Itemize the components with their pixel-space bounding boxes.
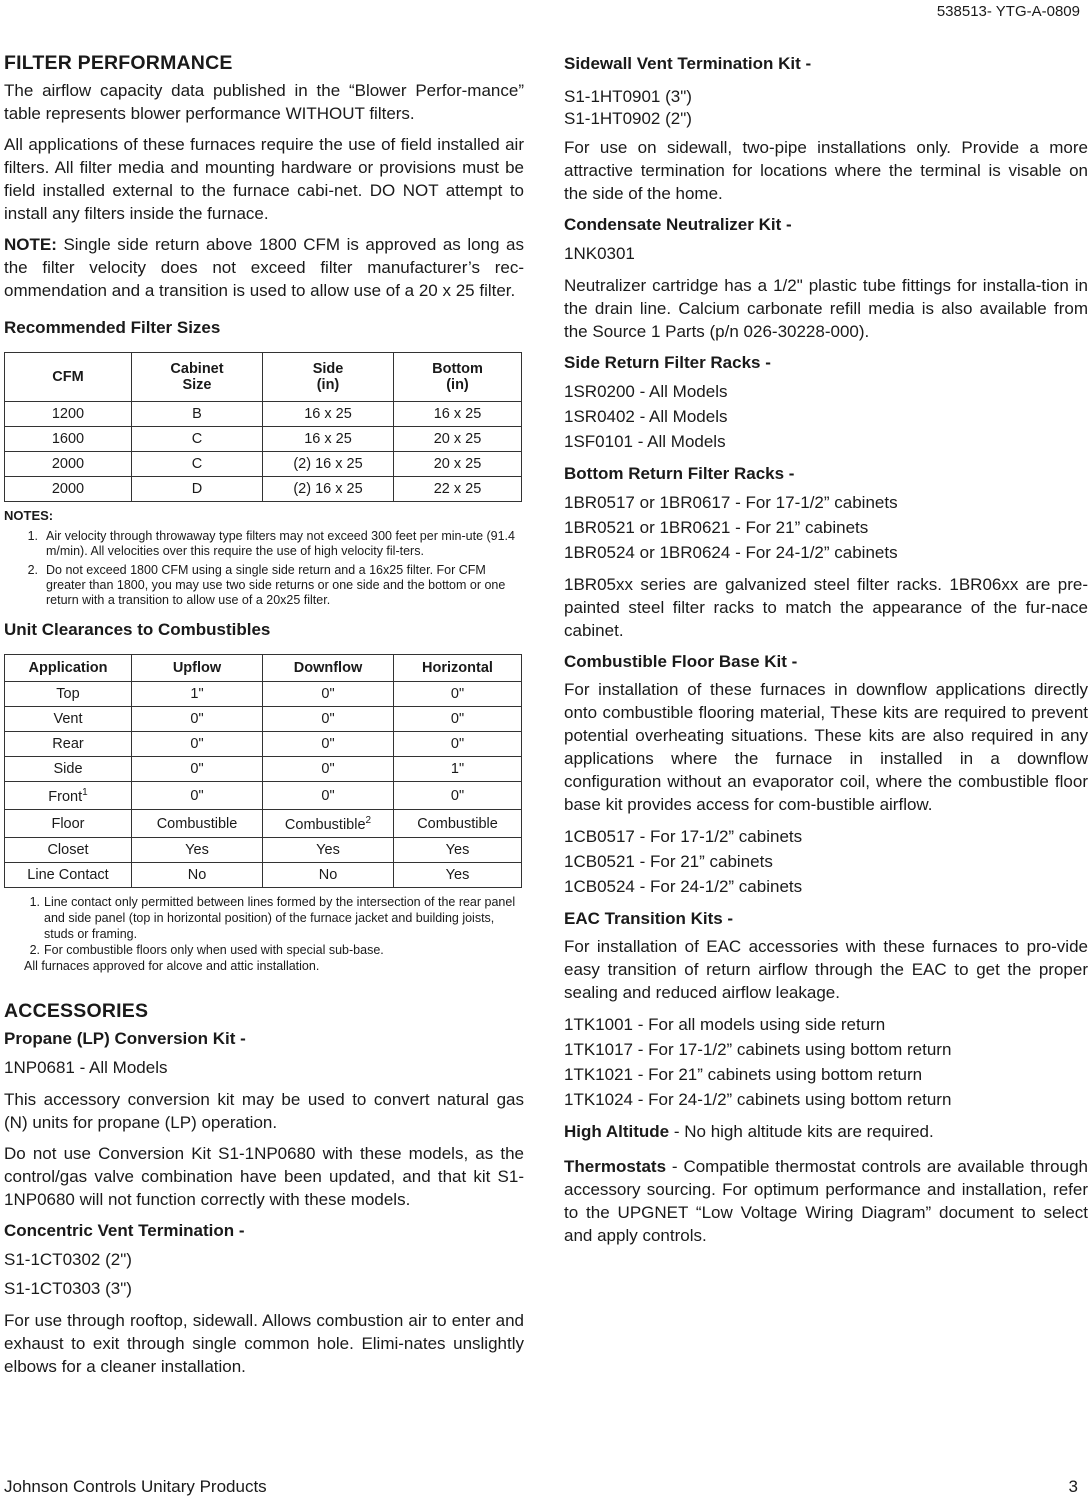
side-return-parts: 1SR0200 - All Models 1SR0402 - All Models 1SF0101 - All Models — [564, 382, 728, 451]
col-application: Application — [5, 655, 132, 682]
cell-cabinet: C — [132, 452, 263, 477]
cell-side: 16 x 25 — [263, 402, 394, 427]
filter-performance-para1: The airflow capacity data published in the “Blower Perfor-mance” table represents blower performance WITHOUT filters. — [4, 81, 524, 123]
cell-upflow: 0" — [132, 757, 263, 782]
propane-part: 1NP0681 - All Models — [4, 1058, 168, 1077]
col-downflow: Downflow — [263, 655, 394, 682]
concentric-para: For use through rooftop, sidewall. Allows combustion air to enter and exhaust to exit through single common hole. Elimi-nates unslightly elbows for a cleaner installation. — [4, 1311, 524, 1376]
propane-para2: Do not use Conversion Kit S1-1NP0680 with these models, as the control/gas valve combination have been updated, and that kit S1-1NP0680 will not function correctly with these models. — [4, 1144, 524, 1209]
eac-para: For installation of EAC accessories with these furnaces to pro-vide easy transition of return airflow through the EAC to get the proper sealing and reduced airflow leakage. — [564, 937, 1088, 1002]
cell-upflow: 0" — [132, 707, 263, 732]
col-cfm: CFM — [5, 353, 132, 402]
neutralizer-title: Condensate Neutralizer Kit - — [564, 215, 792, 234]
cell-downflow: 0" — [263, 732, 394, 757]
sidewall-title: Sidewall Vent Termination Kit - — [564, 54, 812, 73]
cell-downflow: 0" — [263, 682, 394, 707]
floor-base-title: Combustible Floor Base Kit - — [564, 652, 798, 671]
cell-application: Vent — [5, 707, 132, 732]
table-row — [5, 427, 522, 452]
bottom-return-title: Bottom Return Filter Racks - — [564, 464, 795, 483]
col-horizontal: Horizontal — [394, 655, 522, 682]
filter-notes-title: NOTES: — [4, 508, 54, 523]
cell-application: Top — [5, 682, 132, 707]
footer-page-number: 3 — [1068, 1477, 1078, 1496]
cell-bottom: 22 x 25 — [394, 477, 522, 502]
propane-title: Propane (LP) Conversion Kit - — [4, 1029, 246, 1048]
filter-note-label: NOTE: — [4, 235, 57, 254]
floor-base-parts: 1CB0517 - For 17-1/2” cabinets 1CB0521 - For 21” cabinets 1CB0524 - For 24-1/2” cabinets — [564, 827, 803, 896]
col-side: Side (in) — [263, 353, 394, 402]
cell-cabinet: C — [132, 427, 263, 452]
col-bottom: Bottom (in) — [394, 353, 522, 402]
cell-horizontal: 0" — [394, 782, 522, 810]
sidewall-para: For use on sidewall, two-pipe installations only. Provide a more attractive termination for locations where the terminal is visable on the side of the home. — [564, 138, 1088, 203]
cell-downflow: 0" — [263, 707, 394, 732]
cell-application: Line Contact — [5, 863, 132, 888]
cell-horizontal: Yes — [394, 838, 522, 863]
cell-upflow: Yes — [132, 838, 263, 863]
cell-application: Side — [5, 757, 132, 782]
cell-cabinet: B — [132, 402, 263, 427]
cell-downflow: 0" — [263, 757, 394, 782]
filter-performance-para2: All applications of these furnaces require the use of field installed air filters. All filter media and mounting hardware or provisions must be field installed external to the furnace cabi-net. DO NOT attempt to install any filters inside the furnace. — [4, 135, 524, 223]
footnote-2: 2. For combustible floors only when used with special sub-base. — [29, 943, 384, 957]
cell-horizontal: Yes — [394, 863, 522, 888]
cell-cfm: 1200 — [5, 402, 132, 427]
table-row — [5, 452, 522, 477]
table-row — [5, 782, 522, 810]
neutralizer-part: 1NK0301 — [564, 244, 635, 263]
table-row — [5, 732, 522, 757]
table-row — [5, 863, 522, 888]
filter-sizes-table — [4, 352, 522, 502]
footnote-3: All furnaces approved for alcove and attic installation. — [24, 959, 320, 973]
cell-bottom: 20 x 25 — [394, 427, 522, 452]
filter-note-text: Single side return above 1800 CFM is approved as long as the filter velocity does not exceed filter manufacturer’s rec-ommendation and a transition is used to allow use of a 20 x 25 filter. — [4, 235, 524, 300]
cell-cfm: 1600 — [5, 427, 132, 452]
cell-application: Rear — [5, 732, 132, 757]
side-return-title: Side Return Filter Racks - — [564, 353, 771, 372]
clearances-table — [4, 654, 522, 888]
thermostats: Thermostats - Compatible thermostat controls are available through accessory sourcing. For optimum performance and installation, refer to the UPGNET “Low Voltage Wiring Diagram” document to select and apply controls. — [564, 1157, 1088, 1245]
cell-side: 16 x 25 — [263, 427, 394, 452]
cell-cfm: 2000 — [5, 477, 132, 502]
cell-upflow: 0" — [132, 732, 263, 757]
cell-horizontal: 0" — [394, 732, 522, 757]
cell-application: Floor — [5, 810, 132, 838]
cell-upflow: 1" — [132, 682, 263, 707]
cell-application: Front$^1$ — [5, 782, 132, 810]
cell-downflow: Combustible$^2$ — [263, 810, 394, 838]
cell-side: (2) 16 x 25 — [263, 477, 394, 502]
cell-horizontal: Combustible — [394, 810, 522, 838]
col-cabinet: Cabinet Size — [132, 353, 263, 402]
cell-horizontal: 0" — [394, 707, 522, 732]
eac-title: EAC Transition Kits - — [564, 909, 734, 928]
filter-sizes-title: Recommended Filter Sizes — [4, 318, 221, 337]
cell-cfm: 2000 — [5, 452, 132, 477]
bottom-return-para: 1BR05xx series are galvanized steel filter racks. 1BR06xx are pre-painted steel filter racks to match the appearance of the fur-nace cabinet. — [564, 575, 1088, 640]
right-column — [564, 54, 1088, 1255]
filter-note-item: 1. Air velocity through throwaway type filters may not exceed 300 feet per min-ute (91.4 m/min). All velocities over this require the use of high velocity fil-ters. — [27, 529, 515, 558]
footer-company: Johnson Controls Unitary Products — [4, 1477, 267, 1496]
cell-bottom: 20 x 25 — [394, 452, 522, 477]
clearances-title: Unit Clearances to Combustibles — [4, 620, 271, 639]
concentric-parts: S1-1CT0302 (2") S1-1CT0303 (3") — [4, 1250, 132, 1298]
sidewall-parts: S1-1HT0901 (3") S1-1HT0902 (2") — [564, 87, 692, 128]
filter-sizes-header-row — [5, 353, 522, 402]
cell-upflow: Combustible — [132, 810, 263, 838]
cell-downflow: Yes — [263, 838, 394, 863]
cell-downflow: No — [263, 863, 394, 888]
footnote-1: 1. Line contact only permitted between lines formed by the intersection of the rear panel and side panel (top in horizontal position) of the furnace jacket and building joists, studs or framing. — [29, 895, 516, 941]
bottom-return-parts: 1BR0517 or 1BR0617 - For 17-1/2” cabinets 1BR0521 or 1BR0621 - For 21” cabinets 1BR0524 or 1BR0624 - For 24-1/2” cabinets — [564, 493, 898, 562]
concentric-title: Concentric Vent Termination - — [4, 1221, 245, 1240]
filter-performance-title: FILTER PERFORMANCE — [4, 52, 233, 74]
table-row — [5, 757, 522, 782]
cell-downflow: 0" — [263, 782, 394, 810]
table-row — [5, 707, 522, 732]
filter-note-item: 2. Do not exceed 1800 CFM using a single side return and a 16x25 filter. For CFM greater than 1800, you may use two side returns or one side and the bottom or one return with a transition to allow use of a 20x25 filter. — [27, 563, 506, 607]
table-row — [5, 810, 522, 838]
eac-parts: 1TK1001 - For all models using side return 1TK1017 - For 17-1/2” cabinets using bottom return 1TK1021 - For 21” cabinets using bottom return 1TK1024 - For 24-1/2” cabinets using bottom return — [564, 1015, 952, 1109]
clearances-header-row — [5, 655, 522, 682]
clearances-footnotes — [4, 894, 524, 974]
propane-para1: This accessory conversion kit may be used to convert natural gas (N) units for propane (LP) operation. — [4, 1090, 524, 1132]
table-row — [5, 477, 522, 502]
header-doc-code: 538513- YTG-A-0809 — [936, 3, 1080, 20]
cell-side: (2) 16 x 25 — [263, 452, 394, 477]
cell-horizontal: 1" — [394, 757, 522, 782]
cell-cabinet: D — [132, 477, 263, 502]
table-row — [5, 402, 522, 427]
cell-horizontal: 0" — [394, 682, 522, 707]
table-row — [5, 682, 522, 707]
cell-application: Closet — [5, 838, 132, 863]
table-row — [5, 838, 522, 863]
col-upflow: Upflow — [132, 655, 263, 682]
cell-upflow: 0" — [132, 782, 263, 810]
filter-note — [4, 233, 524, 302]
neutralizer-para: Neutralizer cartridge has a 1/2" plastic tube fittings for installa-tion in the drain line. Calcium carbonate refill media is also available from the Source 1 Parts (p/n 026-30228-000). — [564, 276, 1088, 341]
cell-upflow: No — [132, 863, 263, 888]
floor-base-para: For installation of these furnaces in downflow applications directly onto combustible flooring material, These kits are required to prevent potential overheating situations. These kits are also required in any applications where the furnace in installed in a downflow configuration without an evaporator coil, where the combustible floor base kit provides access for com-bustible airflow. — [564, 680, 1088, 814]
cell-bottom: 16 x 25 — [394, 402, 522, 427]
left-column — [4, 52, 524, 1386]
accessories-title: ACCESSORIES — [4, 1000, 149, 1022]
high-altitude: High Altitude - No high altitude kits are required. — [564, 1122, 934, 1141]
